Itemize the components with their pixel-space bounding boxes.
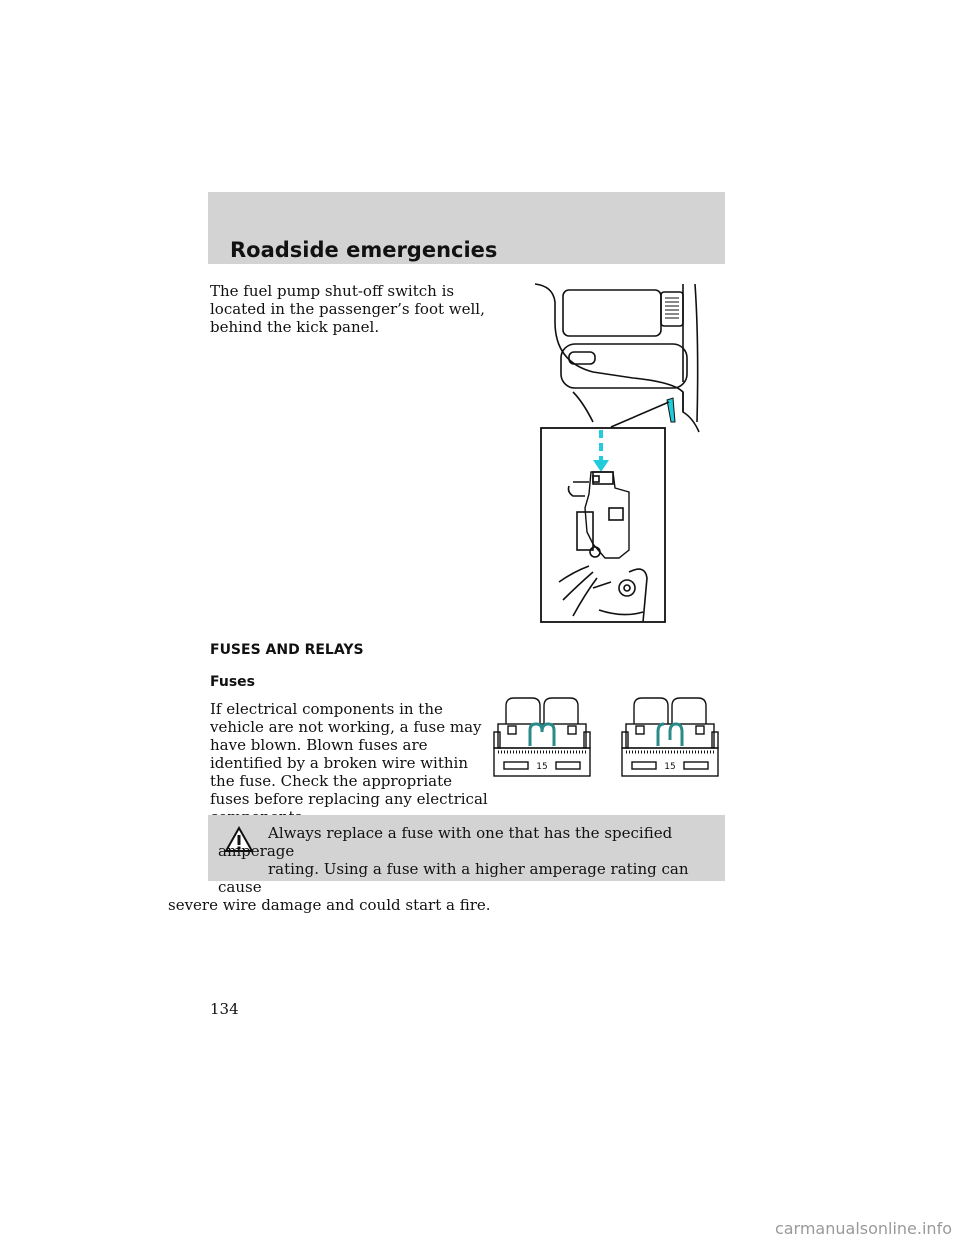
fuel-pump-switch-illustration xyxy=(533,282,705,624)
warning-box xyxy=(168,815,725,914)
fuse-rating-label: 15 xyxy=(536,762,548,772)
intact-fuse-illustration xyxy=(492,696,592,780)
warning-text xyxy=(168,824,718,914)
fuses-line: have blown. Blown fuses are xyxy=(210,736,428,754)
fuse-rating-label: 15 xyxy=(664,762,676,772)
intro-line: The fuel pump shut-off switch is xyxy=(210,282,455,300)
warning-line: Always replace a fuse with one that has the specified amperage xyxy=(218,824,673,860)
section-header xyxy=(208,192,725,264)
warning-line: severe wire damage and could start a fire. xyxy=(168,896,491,914)
intro-paragraph xyxy=(210,282,485,336)
fuses-paragraph xyxy=(210,700,488,826)
fuses-line: identified by a broken wire within xyxy=(210,754,469,772)
fuses-line: fuses before replacing any electrical xyxy=(210,790,488,808)
section-heading: FUSES AND RELAYS xyxy=(210,642,364,658)
section-title: Roadside emergencies xyxy=(230,238,498,262)
blown-fuse-illustration xyxy=(620,696,720,780)
intro-line: behind the kick panel. xyxy=(210,318,380,336)
page-number: 134 xyxy=(210,1000,239,1018)
watermark: carmanualsonline.info xyxy=(774,1219,952,1238)
subsection-heading: Fuses xyxy=(210,674,255,690)
intro-line: located in the passenger’s foot well, xyxy=(210,300,485,318)
fuses-line: the fuse. Check the appropriate xyxy=(210,772,453,790)
fuses-line: If electrical components in the xyxy=(210,700,443,718)
fuses-line: vehicle are not working, a fuse may xyxy=(210,718,482,736)
warning-line: rating. Using a fuse with a higher amperage rating can cause xyxy=(218,860,689,896)
